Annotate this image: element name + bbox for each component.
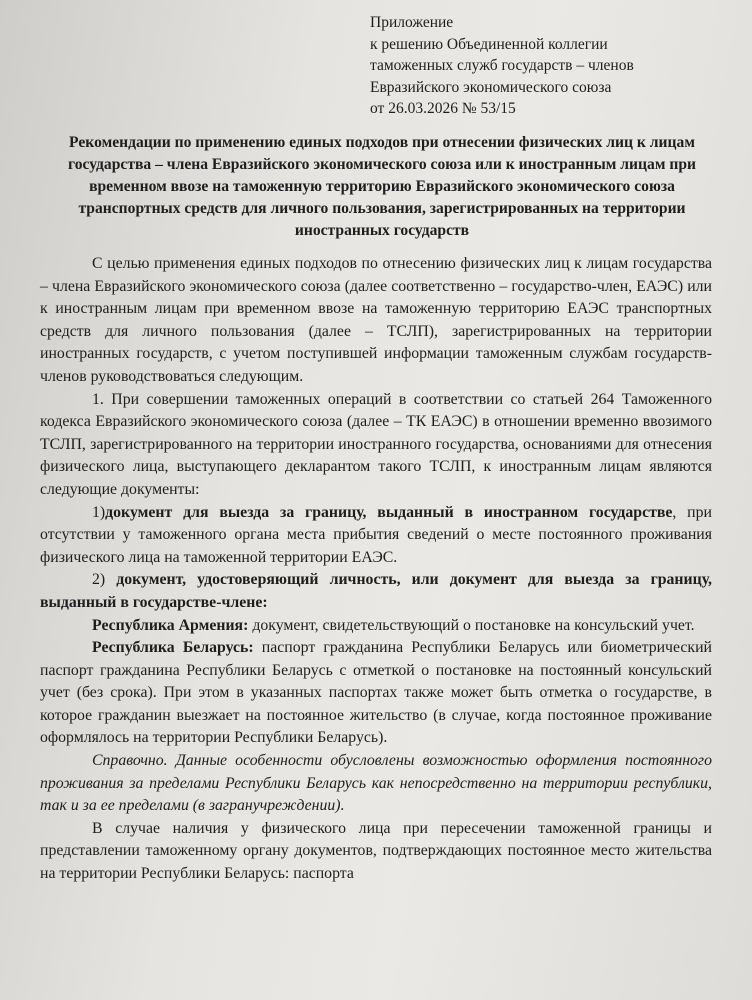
country-text: документ, свидетельствующий о постановке на консульский учет. xyxy=(248,616,695,634)
paragraph-intro: С целью применения единых подходов по отнесению физических лиц к лицам государства – члена Евразийского экономического союза (далее соответственно – государство-член, ЕАЭС) или к иностранным лицам при временном ввозе на таможенную территорию ЕАЭС транспортных средств для личного пользования (далее – ТСЛП), зарегистрированных на территории иностранных государств, с учетом поступившей информации таможенным службам государств-членов руководствоваться следующим. xyxy=(40,255,712,385)
item-number: 2) xyxy=(92,571,106,589)
paragraph-note: Справочно. Данные особенности обусловлены возможностью оформления постоянного проживания за пределами Республики Беларусь как непосредственно на территории республики, так и за ее пределами (в загранучреждении). xyxy=(40,752,712,815)
item-bold-text: документ для выезда за границу, выданный в иностранном государстве xyxy=(105,503,673,521)
paragraph-belarus xyxy=(40,637,712,750)
item-number: 1) xyxy=(92,503,106,521)
annex-header xyxy=(370,12,634,120)
paragraph-1: 1. При совершении таможенных операций в соответствии со статьей 264 Таможенного кодекса Евразийского экономического союза (далее – ТК ЕАЭС) в отношении временно ввозимого ТСЛП, зарегистрированного на территории иностранного государства, основаниями для отнесения физического лица, выступающего декларантом такого ТСЛП, к иностранным лицам являются следующие документы: xyxy=(40,390,712,498)
paragraph-last: В случае наличия у физического лица при пересечении таможенной границы и представлении таможенному органу документов, подтверждающих постоянное место жительства на территории Республики Беларусь: паспорта xyxy=(40,819,712,883)
annex-line: таможенных служб государств – членов xyxy=(370,57,634,74)
country-label: Республика Армения: xyxy=(92,616,249,634)
item-bold-text: документ, удостоверяющий личность, или документ для выезда за границу, выданный в государстве-члене: xyxy=(40,571,712,611)
annex-line: Евразийского экономического союза xyxy=(370,78,612,96)
document-title: Рекомендации по применению единых подходов при отнесении физических лиц к лицам государства – члена Евразийского экономического союза или к иностранным лицам при временном ввозе на таможенную территорию Евразийского экономического союза транспортных средств для личного пользования, зарегистрированных на территории иностранных государств xyxy=(68,134,696,239)
list-item-2 xyxy=(40,569,712,614)
country-text: паспорт гражданина Республики Беларусь или биометрический паспорт гражданина Республики Беларусь с отметкой о постановке на постоянный консульский учет (без срока). При этом в указанных паспортах также может быть отметка о государстве, в которое гражданин выезжает на постоянное жительство (в случае, когда постоянное проживание оформлялось на территории Республики Беларусь). xyxy=(40,639,712,747)
item-text: , при отсутствии у таможенного органа места прибытия сведений о месте постоянного проживания физического лица на таможенной территории ЕАЭС. xyxy=(40,503,712,566)
annex-line: к решению Объединенной коллегии xyxy=(370,35,608,53)
annex-line: от 26.03.2026 № 53/15 xyxy=(370,100,516,117)
paragraph-armenia xyxy=(40,615,712,638)
list-item-1 xyxy=(40,502,712,570)
document-body xyxy=(40,253,712,886)
annex-line: Приложение xyxy=(370,14,454,31)
country-label: Республика Беларусь: xyxy=(92,639,254,657)
